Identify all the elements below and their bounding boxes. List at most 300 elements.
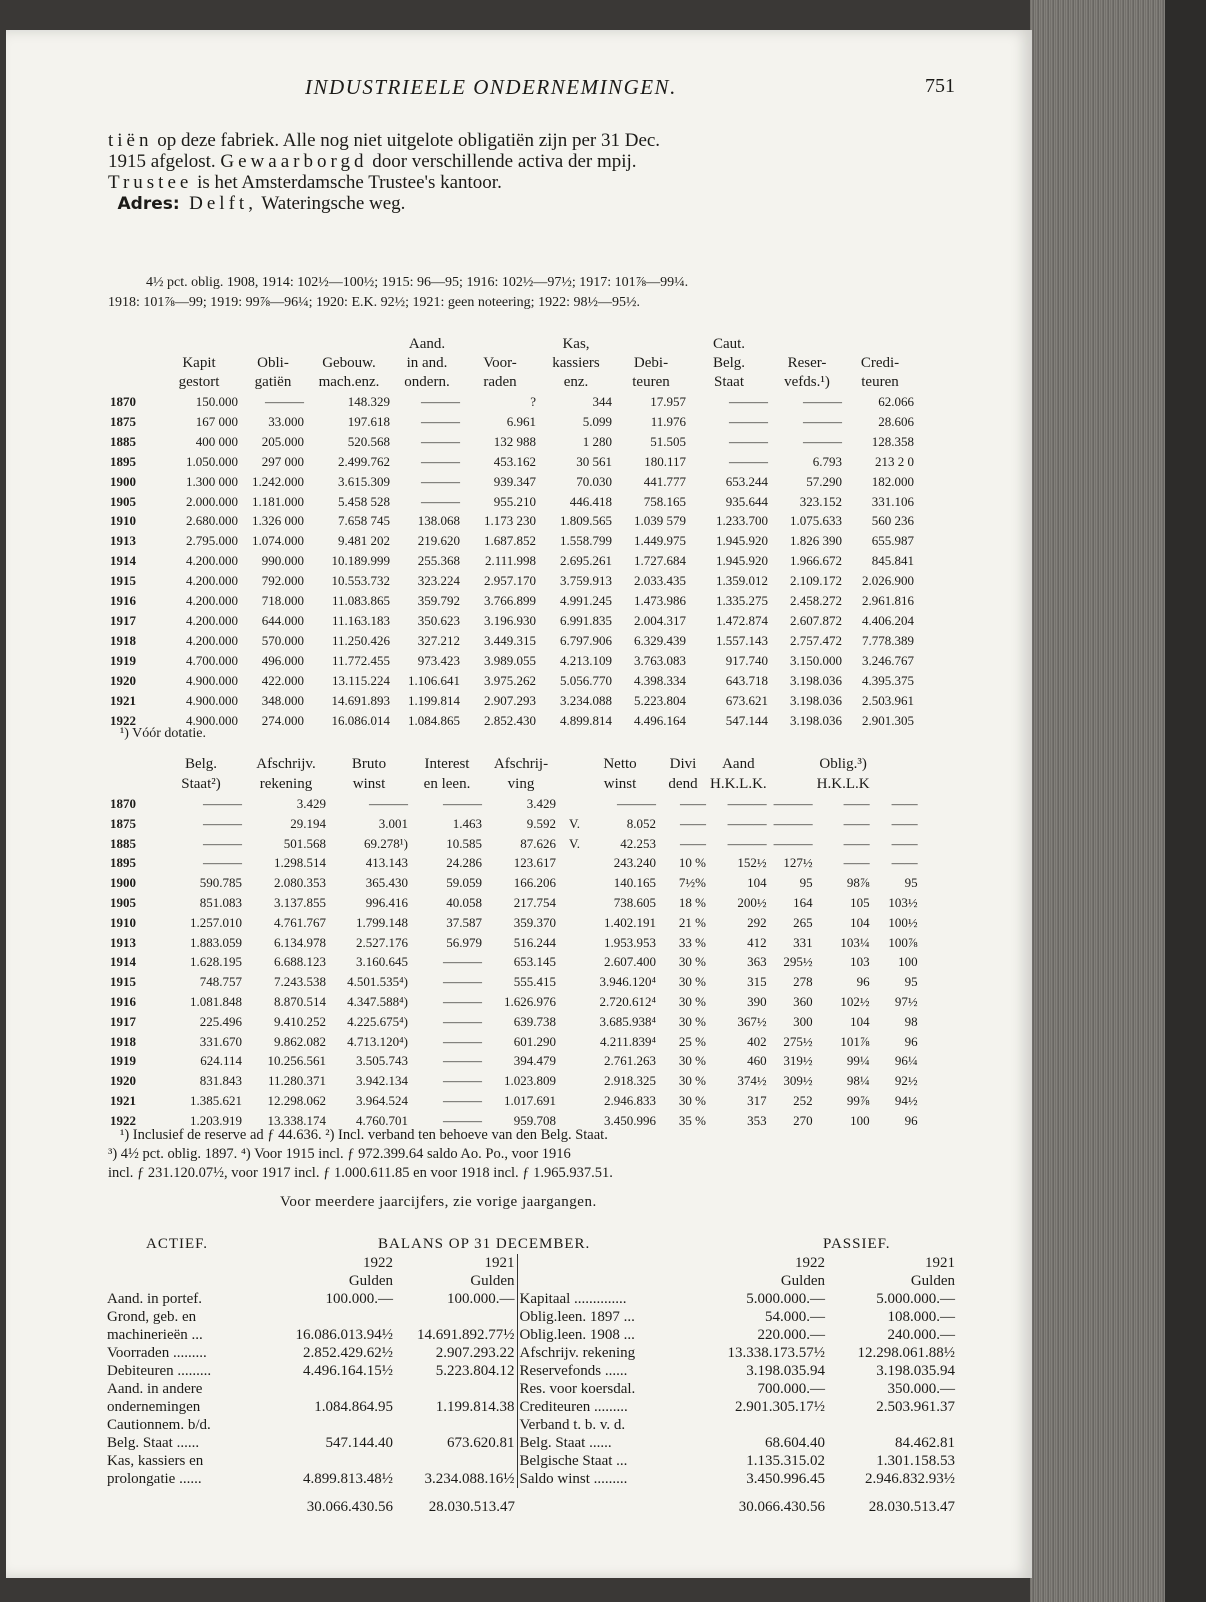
table-cell: Cautionnem. b/d.	[107, 1417, 211, 1433]
table-cell: 3.160.645	[356, 954, 408, 970]
table-cell: 2.961.816	[862, 593, 914, 609]
header-row	[108, 774, 920, 794]
table-cell: 10.189.999	[331, 553, 390, 569]
table-cell: 1895	[110, 453, 136, 469]
quote-line: 1918: 101⅞—99; 1919: 99⅞—96¼; 1920: E.K. 92½; 1921: geen noteering; 1922: 98½—95½.	[108, 295, 640, 310]
table-cell: 1.799.148	[356, 914, 408, 930]
table-cell: 2.109.172	[790, 573, 842, 589]
table-cell: 98⅞	[846, 875, 870, 891]
column-header: Obli-	[257, 355, 289, 371]
table-cell: 1922	[363, 1255, 393, 1271]
table-cell: 275½	[783, 1033, 813, 1049]
table-cell	[275, 1452, 395, 1470]
table-cell: 1.883.059	[190, 934, 242, 950]
table-cell: Belg. Staat ......	[107, 1435, 200, 1451]
table-cell: 1.385.621	[190, 1092, 242, 1108]
table-cell: 104	[850, 1013, 870, 1029]
table-cell: ——	[891, 835, 918, 851]
column-header: Aand.	[408, 336, 446, 352]
address-street: Wateringsche weg.	[256, 193, 406, 214]
page-number: 751	[925, 75, 955, 97]
table-cell	[558, 1012, 582, 1032]
table-cell: 14.691.893	[331, 692, 390, 708]
table-cell: ———	[729, 453, 768, 469]
table-cell	[558, 1051, 582, 1071]
table-cell	[395, 1452, 517, 1470]
table-cell: 265	[793, 914, 813, 930]
table-cell: 6.134.978	[274, 934, 326, 950]
column-header: teuren	[861, 374, 899, 390]
intro-line	[108, 130, 958, 151]
table-cell: 2.527.176	[356, 934, 408, 950]
table-cell: Grond, geb. en	[107, 1309, 197, 1325]
table-cell	[558, 913, 582, 933]
column-header: winst	[603, 776, 637, 792]
table-cell: 56.979	[446, 934, 482, 950]
table-row	[108, 1032, 920, 1052]
table-cell: 1.081.848	[190, 993, 242, 1009]
table-cell: 547.144	[725, 712, 768, 728]
table-cell: 220.000.—	[757, 1327, 825, 1343]
table-cell: 98¼	[846, 1073, 870, 1089]
table-cell: 2.907.293	[484, 692, 536, 708]
table-cell: 166.206	[513, 875, 556, 891]
balance-row	[105, 1362, 957, 1380]
table-cell	[558, 952, 582, 972]
table-cell: ———	[729, 394, 768, 409]
table-cell: Verband t. b. v. d.	[517, 1416, 697, 1434]
table-cell: 4.899.813.48½	[303, 1471, 393, 1487]
table-cell: 501.568	[283, 835, 326, 851]
table-cell: 1.335.275	[716, 593, 768, 609]
table-cell: 138.068	[417, 513, 460, 529]
results-footnotes	[108, 1126, 958, 1183]
table-cell: Saldo winst .........	[517, 1470, 697, 1488]
table-cell: 344	[592, 394, 612, 409]
table-cell: 2.852.430	[484, 712, 536, 728]
table-cell: ———	[421, 473, 460, 489]
table-cell: 317	[747, 1092, 767, 1108]
table-cell: 973.423	[417, 652, 460, 668]
table-cell: 30.066.430.56	[738, 1499, 825, 1515]
table-cell: ———	[369, 796, 408, 811]
balance-row	[105, 1254, 957, 1272]
table-cell: 516.244	[513, 934, 556, 950]
table-cell: 150.000	[195, 394, 238, 409]
column-header: raden	[483, 374, 517, 390]
table-cell: Gulden	[348, 1273, 393, 1289]
intro-line	[108, 151, 958, 172]
footnote-line: incl. ƒ 231.120.07½, voor 1917 incl. ƒ 1.000.611.85 en voor 1918 incl. ƒ 1.965.937.51.	[108, 1165, 613, 1181]
header-row	[108, 354, 916, 373]
column-header	[769, 754, 815, 774]
table-cell: 9.592	[526, 815, 556, 831]
table-cell: ——	[680, 815, 706, 831]
table-cell: 718.000	[261, 593, 304, 609]
table-cell: 295½	[783, 954, 813, 970]
table-row	[108, 651, 916, 671]
table-cell: Afschrijv. rekening	[517, 1344, 697, 1362]
table-cell: 1.300 000	[186, 473, 238, 489]
table-cell: 140.165	[613, 875, 656, 891]
table-cell: 6.961	[506, 413, 536, 429]
quote-line: 4½ pct. oblig. 1908, 1914: 102½—100½; 1915: 96—95; 1916: 102½—97½; 1917: 101⅞—99¼.	[146, 275, 689, 290]
table-cell: 11.083.865	[331, 593, 390, 609]
table-row	[108, 492, 916, 512]
balance-row	[105, 1344, 957, 1362]
table-cell: 1.039 579	[634, 513, 686, 529]
table-cell: 30 %	[678, 954, 706, 970]
table-cell: 3.989.055	[484, 652, 536, 668]
column-header: Interest	[424, 756, 470, 772]
column-header: Afschrijv.	[256, 756, 316, 772]
table-cell: 4.496.164.15½	[303, 1363, 393, 1379]
table-cell: 217.754	[513, 894, 556, 910]
table-cell: 348.000	[261, 692, 304, 708]
table-cell	[558, 1091, 582, 1111]
table-cell: 460	[747, 1053, 767, 1069]
table-cell: 30 %	[678, 993, 706, 1009]
balance-sheet	[105, 1254, 960, 1516]
table-cell: 359.792	[417, 593, 460, 609]
table-cell: 7½%	[678, 875, 706, 891]
table-cell: 1.106.641	[408, 672, 460, 688]
table-cell: 274.000	[261, 712, 304, 728]
table-cell: 3.198.036	[790, 672, 842, 688]
header-row	[108, 335, 916, 354]
table-cell: 100.000.—	[447, 1291, 515, 1307]
table-cell: 1921	[110, 692, 136, 708]
table-cell: ——	[843, 796, 870, 811]
table-cell: ——	[891, 815, 918, 831]
table-cell: 59.059	[446, 875, 482, 891]
table-cell: 1921	[110, 1092, 136, 1108]
table-cell: 496.000	[261, 652, 304, 668]
table-row	[108, 853, 920, 873]
table-cell: 100.000.—	[325, 1291, 393, 1307]
table-cell: 309½	[783, 1073, 813, 1089]
table-cell: 331.670	[199, 1033, 242, 1049]
table-cell: 2.795.000	[186, 533, 238, 549]
table-cell: 87.626	[520, 835, 556, 851]
header-row	[108, 754, 920, 774]
table-cell: 3.198.035.94	[746, 1363, 825, 1379]
column-header: Kapit	[182, 355, 216, 371]
table-cell: 108.000.—	[887, 1309, 955, 1325]
table-cell: ———	[443, 1053, 482, 1069]
table-cell: 374½	[737, 1073, 767, 1089]
table-cell: 11.772.455	[331, 652, 390, 668]
table-cell: 5.000.000.—	[746, 1291, 825, 1307]
table-cell: ———	[443, 974, 482, 990]
table-cell: 655.987	[871, 533, 914, 549]
table-cell: 2.907.293.22	[435, 1345, 515, 1361]
balance-row	[105, 1308, 957, 1326]
table-cell: 62.066	[878, 394, 914, 409]
table-cell: ———	[773, 815, 813, 831]
table-cell	[517, 1488, 697, 1516]
table-row	[108, 691, 916, 711]
table-cell: 2.957.170	[484, 573, 536, 589]
table-cell: 1916	[110, 993, 136, 1009]
table-cell: 30 %	[678, 1013, 706, 1029]
table-cell: 3.766.899	[484, 593, 536, 609]
table-cell: 5.000.000.—	[876, 1291, 955, 1307]
table-cell: 16.086.014	[331, 712, 390, 728]
table-cell: 5.223.804	[634, 692, 686, 708]
address-label: Adres:	[117, 194, 180, 214]
column-header: Staat	[714, 374, 744, 390]
table-cell: 851.083	[199, 894, 242, 910]
table-cell: 292	[747, 914, 767, 930]
table-cell: 1.826 390	[790, 533, 842, 549]
column-header	[108, 754, 158, 774]
table-cell: 1922	[795, 1255, 825, 1271]
table-cell: 2.607.872	[790, 612, 842, 628]
table-cell: Belg. Staat ......	[517, 1434, 697, 1452]
table-cell: 1919	[110, 652, 136, 668]
table-cell: 103¼	[840, 934, 870, 950]
address-line	[108, 193, 958, 215]
table-cell: 2.080.353	[274, 875, 326, 891]
table-cell: 4.900.000	[186, 712, 238, 728]
table-cell: 644.000	[261, 612, 304, 628]
table-cell: 3.150.000	[790, 652, 842, 668]
table-cell: 2.757.472	[790, 632, 842, 648]
table-cell: 601.290	[513, 1033, 556, 1049]
table-cell	[558, 794, 582, 814]
table-cell: 5.056.770	[560, 672, 612, 688]
table-cell: 422.000	[261, 672, 304, 688]
table-cell: ———	[421, 453, 460, 469]
table-cell: 4.899.814	[560, 712, 612, 728]
column-header: rekening	[259, 776, 313, 792]
footnote-line: ³) 4½ pct. oblig. 1897. ⁴) Voor 1915 incl. ƒ 972.399.64 saldo Ao. Po., voor 1916	[108, 1146, 571, 1162]
intro-line	[108, 172, 958, 193]
table-cell: 96¼	[894, 1053, 918, 1069]
table-cell: ———	[421, 413, 460, 429]
table-cell: Gulden	[780, 1273, 825, 1289]
results-table	[108, 754, 958, 1131]
table-cell: 4.398.334	[634, 672, 686, 688]
table-cell: 11.280.371	[267, 1073, 326, 1089]
table-cell: 758.165	[643, 493, 686, 509]
table-cell: ———	[443, 1073, 482, 1089]
column-header: gatiën	[254, 374, 292, 390]
table-cell: 1919	[110, 1053, 136, 1069]
table-cell: 197.618	[347, 413, 390, 429]
column-header: gestort	[178, 374, 220, 390]
column-header: dend	[668, 776, 698, 792]
table-cell: ———	[443, 954, 482, 970]
table-cell: 3.450.996	[604, 1112, 656, 1128]
assets-label: ACTIEF.	[146, 1236, 209, 1252]
table-cell: 99¼	[846, 1053, 870, 1069]
table-cell: 1.233.700	[716, 513, 768, 529]
table-cell: 297 000	[261, 453, 304, 469]
table-cell: Aand. in andere	[107, 1381, 203, 1397]
footnote-line: ¹) Inclusief de reserve ad ƒ 44.636. ²) Incl. verband ten behoeve van den Belg. Staat.	[120, 1127, 608, 1143]
table-cell: 1895	[110, 855, 136, 871]
table-cell: ———	[443, 1112, 482, 1128]
table-cell: 28.606	[878, 413, 914, 429]
column-header: Belg.	[712, 355, 746, 371]
table-row	[108, 893, 920, 913]
table-cell: 213 2 0	[875, 453, 914, 469]
table-cell	[275, 1416, 395, 1434]
table-cell: 5.458 528	[338, 493, 390, 509]
table-cell: 353	[747, 1112, 767, 1128]
table-cell: 3.234.088	[560, 692, 612, 708]
column-header: Debi-	[633, 355, 669, 371]
table-cell: 103½	[888, 894, 918, 910]
table-cell: 37.587	[446, 914, 482, 930]
table-cell: 69.278¹)	[364, 835, 408, 851]
table-cell: 33 %	[678, 934, 706, 950]
table-cell: 400 000	[195, 433, 238, 449]
table-cell: 100⅞	[888, 934, 918, 950]
table-cell: 270	[793, 1112, 813, 1128]
table-cell: ———	[729, 413, 768, 429]
table-cell: ——	[843, 855, 870, 871]
column-header	[158, 335, 240, 354]
table-cell: 653.145	[513, 954, 556, 970]
table-cell: 2.000.000	[186, 493, 238, 509]
table-cell: 3.685.938⁴	[599, 1013, 656, 1029]
table-cell: V.	[569, 835, 580, 851]
table-cell: 99⅞	[846, 1092, 870, 1108]
table-cell: 2.761.263	[604, 1053, 656, 1069]
table-cell: 1870	[110, 394, 136, 409]
table-cell: 990.000	[261, 553, 304, 569]
table-cell: ondernemingen	[107, 1399, 201, 1415]
table-cell: 2.695.261	[560, 553, 612, 569]
table-cell: 4.200.000	[186, 573, 238, 589]
table-cell: 2.607.400	[604, 954, 656, 970]
table-cell: 5.223.804.12	[435, 1363, 515, 1379]
table-row	[108, 551, 916, 571]
table-cell	[558, 1071, 582, 1091]
table-cell: 547.144.40	[325, 1435, 393, 1451]
table-row	[108, 392, 916, 412]
balance-row	[105, 1416, 957, 1434]
table-cell: Belgische Staat ...	[517, 1452, 697, 1470]
column-header: H.K.L.K	[816, 776, 870, 792]
table-cell: 101⅞	[840, 1033, 870, 1049]
table-cell: ———	[443, 993, 482, 1009]
table-row	[108, 432, 916, 452]
table-cell: 1.945.920	[716, 533, 768, 549]
table-cell: ———	[617, 796, 656, 811]
bond-quotes	[108, 273, 958, 313]
table-cell: 2.503.961.37	[876, 1399, 955, 1415]
table-cell: ——	[891, 855, 918, 871]
table-cell: 394.479	[513, 1053, 556, 1069]
table-cell	[105, 1254, 275, 1272]
column-header: Belg.	[184, 756, 218, 772]
table-cell: 167 000	[195, 413, 238, 429]
table-cell: 323.152	[799, 493, 842, 509]
table-cell: 1875	[110, 815, 136, 831]
column-header: Caut.	[712, 336, 746, 352]
table-cell: 68.604.40	[765, 1435, 825, 1451]
table-cell: 95	[904, 974, 918, 990]
table-cell: machinerieën ...	[107, 1327, 203, 1343]
table-cell: 3.137.855	[274, 894, 326, 910]
balance-row	[105, 1272, 957, 1290]
table-cell: Res. voor koersdal.	[517, 1380, 697, 1398]
table-row	[108, 1091, 920, 1111]
column-header: Divi	[669, 756, 697, 772]
table-cell	[105, 1488, 275, 1516]
table-cell: 673.620.81	[447, 1435, 515, 1451]
table-cell: 643.718	[725, 672, 768, 688]
table-cell: 3.429	[526, 796, 556, 811]
table-cell: 390	[747, 993, 767, 1009]
table-cell: 4.200.000	[186, 593, 238, 609]
table-cell: 33.000	[268, 413, 304, 429]
liabilities-label: PASSIEF.	[823, 1236, 891, 1252]
table-row	[108, 794, 920, 814]
table-cell: Aand. in portef.	[107, 1291, 202, 1307]
table-cell: prolongatie ......	[107, 1471, 202, 1487]
table-cell: 35 %	[678, 1112, 706, 1128]
table-cell: 319½	[783, 1053, 813, 1069]
table-cell: 2.004.317	[634, 612, 686, 628]
text: 1915 afgelost.	[108, 151, 221, 172]
table-cell: 54.000.—	[765, 1309, 825, 1325]
table-cell: 3.198.036	[790, 692, 842, 708]
table-cell: 1900	[110, 875, 136, 891]
table-cell: 18 %	[678, 894, 706, 910]
column-header: en leen.	[423, 776, 471, 792]
table-cell: 4.200.000	[186, 553, 238, 569]
table-cell: 996.416	[365, 894, 408, 910]
column-header: Voor-	[483, 355, 517, 371]
table-cell: ———	[729, 433, 768, 449]
table-cell: 100	[850, 1112, 870, 1128]
table-row	[108, 452, 916, 472]
table-cell: ———	[803, 413, 842, 429]
table-cell: 200½	[737, 894, 767, 910]
table-cell: 2.503.961	[862, 692, 914, 708]
table-cell: ———	[443, 1013, 482, 1029]
table-cell: Gulden	[910, 1273, 955, 1289]
column-header	[872, 754, 920, 774]
table-cell: 1922	[110, 1112, 136, 1128]
table-cell: ———	[773, 835, 813, 851]
column-header: mach.enz.	[318, 374, 380, 390]
table-cell: 1921	[484, 1255, 515, 1271]
table-cell: 1875	[110, 413, 136, 429]
table-cell: 363	[747, 954, 767, 970]
table-cell: 123.617	[513, 855, 556, 871]
table-cell: 1.472.874	[716, 612, 768, 628]
table-cell: 560 236	[871, 513, 914, 529]
table-cell: 1.945.920	[716, 553, 768, 569]
table-cell: 350.000.—	[887, 1381, 955, 1397]
table-row	[108, 952, 920, 972]
text: is het Amsterdamsche Trustee's kantoor.	[192, 172, 502, 193]
table-cell: 2.946.833	[604, 1092, 656, 1108]
table-cell: 1920	[110, 1073, 136, 1089]
table-cell	[558, 893, 582, 913]
table-cell: 13.338.174	[267, 1112, 326, 1128]
table-cell: 105	[850, 894, 870, 910]
column-header: ving	[507, 776, 535, 792]
table-cell: ?	[530, 394, 536, 409]
column-header: Oblig.³)	[819, 756, 867, 772]
